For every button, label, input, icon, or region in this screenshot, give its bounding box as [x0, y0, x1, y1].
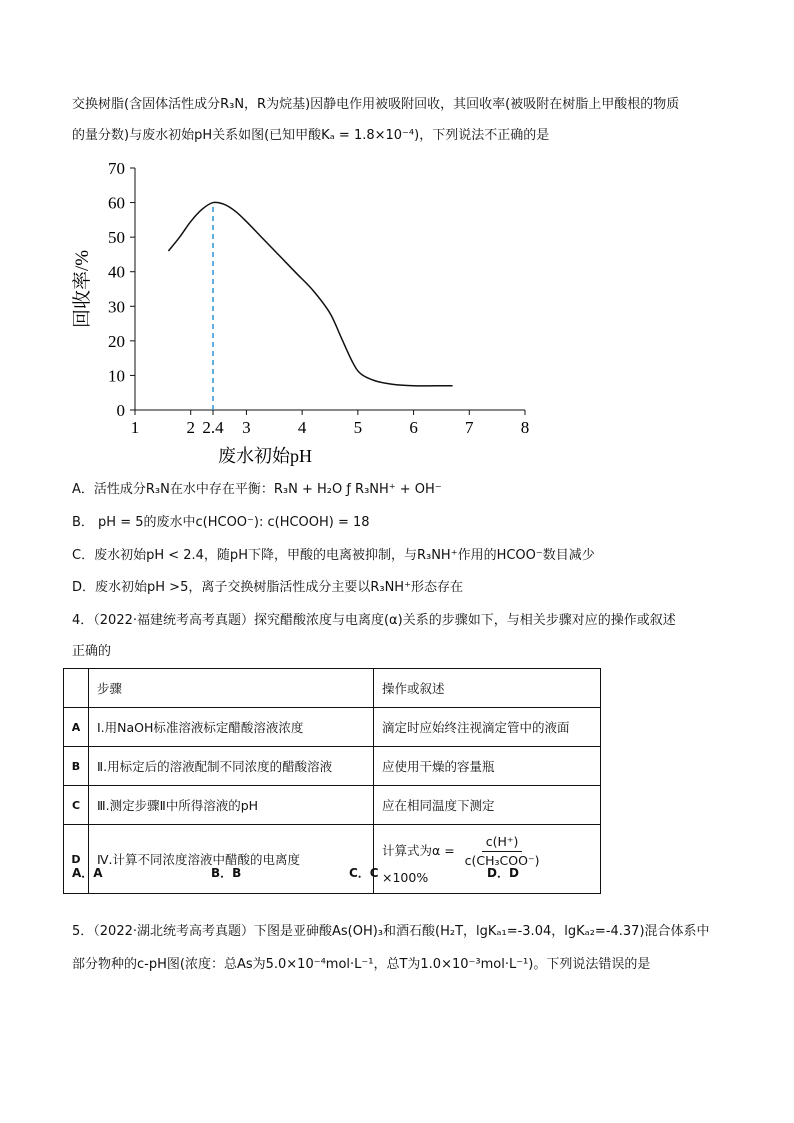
- table-row: [64, 786, 601, 825]
- q4-stem-line1: 4．（2022·福建统考高考真题）探究醋酸浓度与电离度(α)关系的步骤如下，与相关步骤对应的操作或叙述: [72, 613, 676, 628]
- q3-option-a: A．活性成分R₃N在水中存在平衡：R₃N + H₂O ƒ R₃NH⁺ + OH⁻: [72, 482, 442, 497]
- recovery-curve: [168, 202, 452, 386]
- row-label: B: [64, 747, 89, 786]
- x-tick-label: 8: [520, 418, 530, 437]
- row-desc: 滴定时应始终注视滴定管中的液面: [374, 708, 601, 747]
- row-step: Ⅲ.测定步骤Ⅱ中所得溶液的pH: [89, 786, 374, 825]
- x-axis-label: 废水初始pH: [218, 446, 312, 466]
- y-tick-label: 50: [108, 228, 125, 248]
- x-tick-label: 2.4: [202, 418, 224, 437]
- row-desc: [374, 825, 601, 894]
- q4-table: [63, 668, 601, 894]
- recovery-rate-chart: [60, 152, 540, 472]
- q5-stem-line2: 部分物种的c-pH图(浓度：总As为5.0×10⁻⁴mol·L⁻¹，总T为1.0×10⁻³mol·L⁻¹)。下列说法错误的是: [72, 957, 651, 972]
- x-tick-label: 3: [242, 418, 251, 437]
- y-axis-label: 回收率/%: [72, 249, 93, 329]
- x-tick-label: 7: [465, 418, 474, 437]
- y-tick-label: 30: [108, 297, 125, 317]
- table-header-desc: 操作或叙述: [374, 669, 601, 708]
- x-tick-label: 1: [130, 418, 140, 437]
- formula-prefix: 计算式为α =: [382, 843, 455, 858]
- row-step: Ⅱ.用标定后的溶液配制不同浓度的醋酸溶液: [89, 747, 374, 786]
- table-row: [64, 747, 601, 786]
- y-axis-ticks: [108, 159, 135, 420]
- y-tick-label: 60: [108, 193, 125, 213]
- row-step: Ⅳ.计算不同浓度溶液中醋酸的电离度: [89, 825, 374, 894]
- row-label: D: [64, 825, 89, 894]
- y-tick-label: 10: [108, 366, 125, 386]
- fraction-denominator: c(CH₃COO⁻): [464, 853, 540, 868]
- q3-option-b: B． pH = 5的废水中c(HCOO⁻): c(HCOOH) = 18: [72, 515, 370, 530]
- x-tick-label: 4: [297, 418, 307, 437]
- row-step: Ⅰ.用NaOH标准溶液标定醋酸溶液浓度: [89, 708, 374, 747]
- y-tick-label: 70: [108, 159, 125, 178]
- x-tick-label: 5: [353, 418, 363, 437]
- q4-option-c: C．C: [349, 866, 379, 880]
- y-tick-label: 40: [108, 262, 125, 282]
- q4-option-d: D．D: [487, 866, 519, 880]
- x-axis-ticks: [131, 410, 530, 437]
- q4-option-a: A．A: [72, 866, 103, 880]
- q4-stem-line2: 正确的: [72, 644, 112, 659]
- table-header-row: [64, 669, 601, 708]
- y-tick-label: 20: [108, 331, 125, 351]
- fraction-numerator: c(H⁺): [482, 833, 523, 852]
- row-label: C: [64, 786, 89, 825]
- table-header-step: 步骤: [89, 669, 374, 708]
- row-desc: 应使用干燥的容量瓶: [374, 747, 601, 786]
- table-row: [64, 825, 601, 894]
- q3-option-d: D．废水初始pH >5，离子交换树脂活性成分主要以R₃NH⁺形态存在: [72, 580, 463, 595]
- q3-intro-line2: 的量分数)与废水初始pH关系如图(已知甲酸Kₐ = 1.8×10⁻⁴)，下列说法不正确的是: [72, 128, 550, 143]
- row-label: A: [64, 708, 89, 747]
- table-header-blank: [64, 669, 89, 708]
- q4-option-b: B．B: [211, 866, 242, 880]
- q3-option-c: C．废水初始pH < 2.4，随pH下降，甲酸的电离被抑制，与R₃NH⁺作用的HCOO⁻数目减少: [72, 548, 595, 563]
- formula-suffix: ×100%: [382, 870, 429, 885]
- q5-stem-line1: 5．（2022·湖北统考高考真题）下图是亚砷酸As(OH)₃和酒石酸(H₂T，lgKₐ₁=-3.04，lgKₐ₂=-4.37)混合体系中: [72, 924, 710, 939]
- table-row: [64, 708, 601, 747]
- x-tick-label: 6: [409, 418, 418, 437]
- q3-intro-line1: 交换树脂(含固体活性成分R₃N，R为烷基)因静电作用被吸附回收，其回收率(被吸附在树脂上甲酸根的物质: [72, 97, 680, 112]
- x-tick-label: 2: [186, 418, 195, 437]
- y-tick-label: 0: [116, 401, 125, 420]
- row-desc: 应在相同温度下测定: [374, 786, 601, 825]
